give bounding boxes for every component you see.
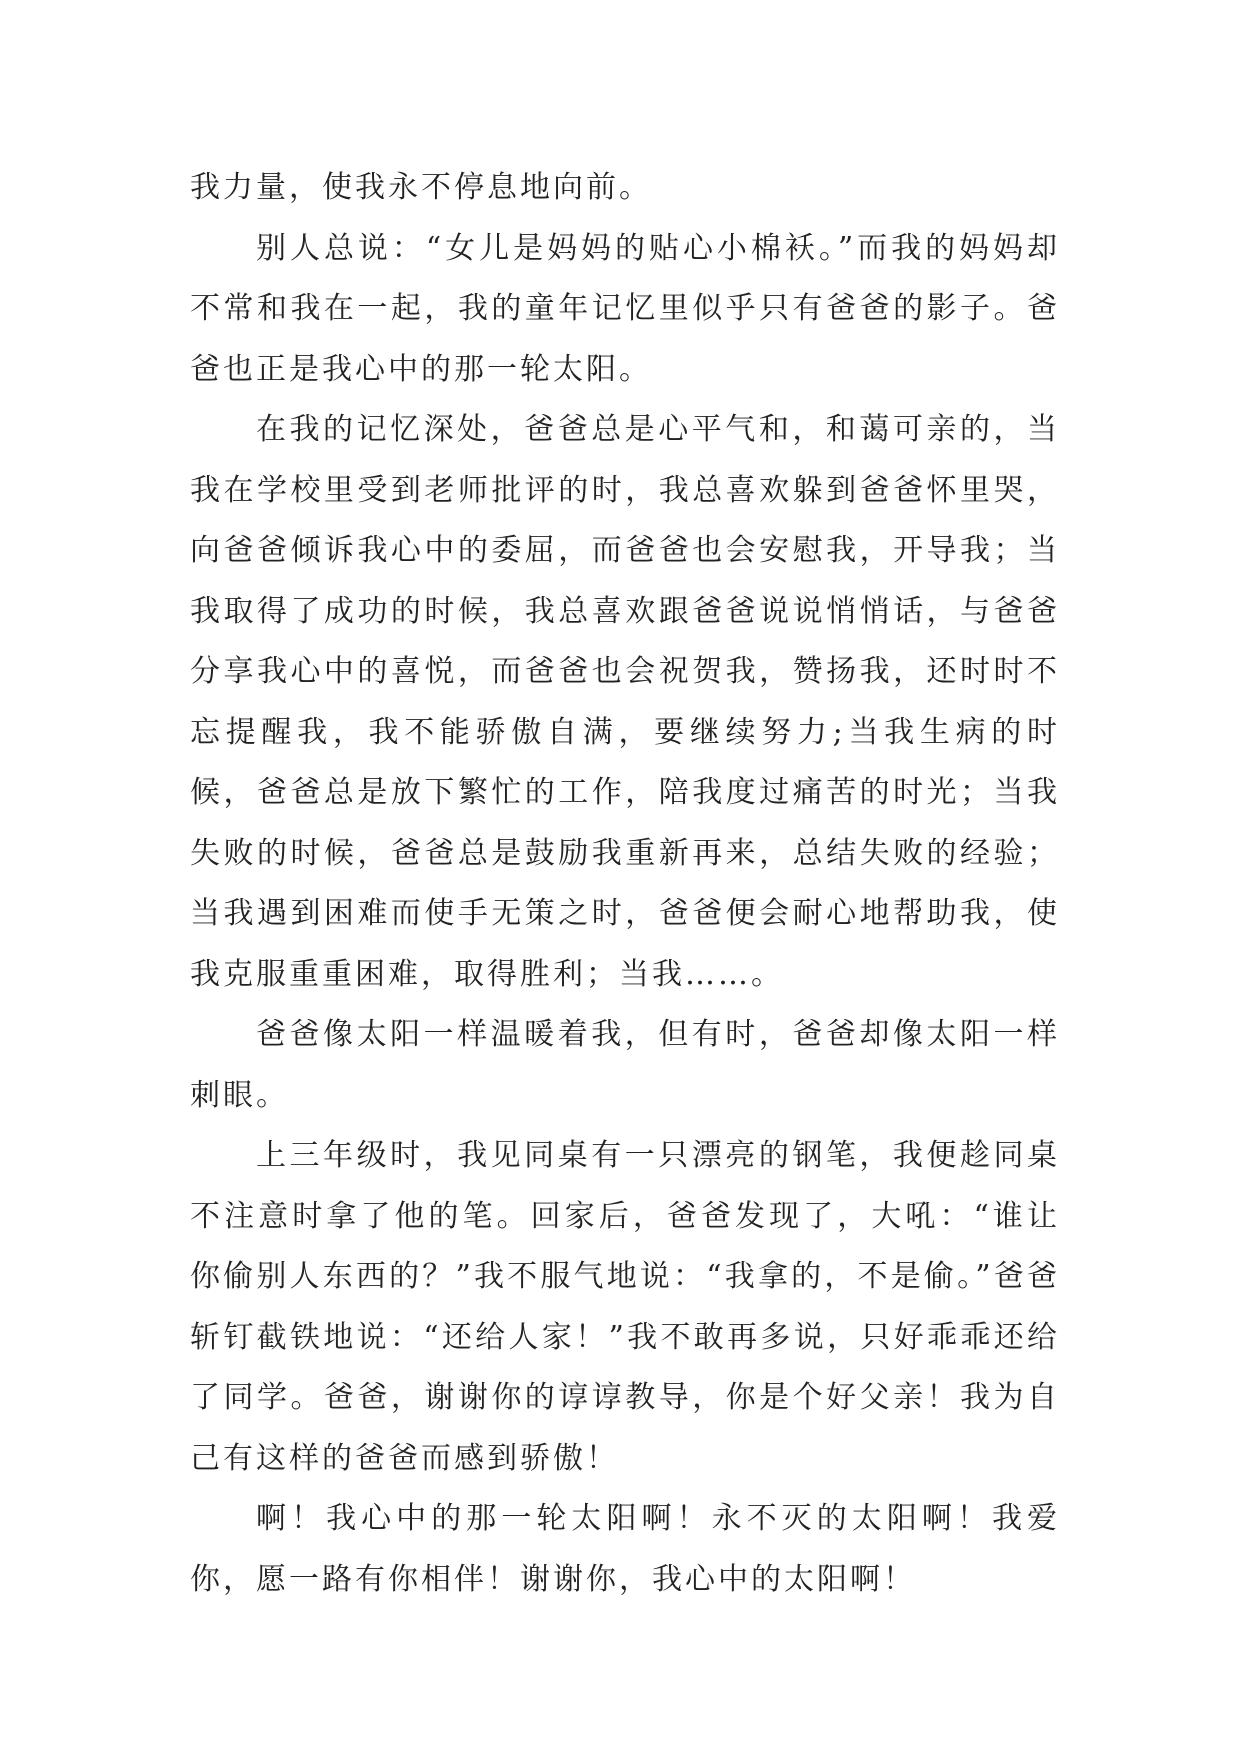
paragraph: 爸爸像太阳一样温暖着我，但有时，爸爸却像太阳一样刺眼。 xyxy=(190,1017,1060,1113)
paragraph: 别人总说：“女儿是妈妈的贴心小棉袄。”而我的妈妈却不常和我在一起，我的童年记忆里似乎只有爸爸的影子。爸爸也正是我心中的那一轮太阳。 xyxy=(190,230,1060,387)
paragraph: 啊！我心中的那一轮太阳啊！永不灭的太阳啊！我爱你，愿一路有你相伴！谢谢你，我心中的太阳啊！ xyxy=(190,1501,1060,1597)
paragraph: 上三年级时，我见同桌有一只漂亮的钢笔，我便趁同桌不注意时拿了他的笔。回家后，爸爸发现了，大吼：“谁让你偷别人东西的？”我不服气地说：“我拿的，不是偷。”爸爸斩钉截铁地说：“还给人家！”我不敢再多说，只好乖乖还给了同学。爸爸，谢谢你的谆谆教导，你是个好父亲！我为自己有这样的爸爸而感到骄傲！ xyxy=(190,1138,1060,1476)
document-body xyxy=(190,158,1060,1610)
paragraph: 在我的记忆深处，爸爸总是心平气和，和蔼可亲的，当我在学校里受到老师批评的时，我总喜欢躲到爸爸怀里哭，向爸爸倾诉我心中的委屈，而爸爸也会安慰我，开导我；当我取得了成功的时候，我总喜欢跟爸爸说说悄悄话，与爸爸分享我心中的喜悦，而爸爸也会祝贺我，赞扬我，还时时不忘提醒我，我不能骄傲自满，要继续努力;当我生病的时候，爸爸总是放下繁忙的工作，陪我度过痛苦的时光；当我失败的时候，爸爸总是鼓励我重新再来，总结失败的经验；当我遇到困难而使手无策之时，爸爸便会耐心地帮助我，使我克服重重困难，取得胜利；当我……。 xyxy=(190,412,1060,992)
paragraph: 我力量，使我永不停息地向前。 xyxy=(190,170,652,205)
